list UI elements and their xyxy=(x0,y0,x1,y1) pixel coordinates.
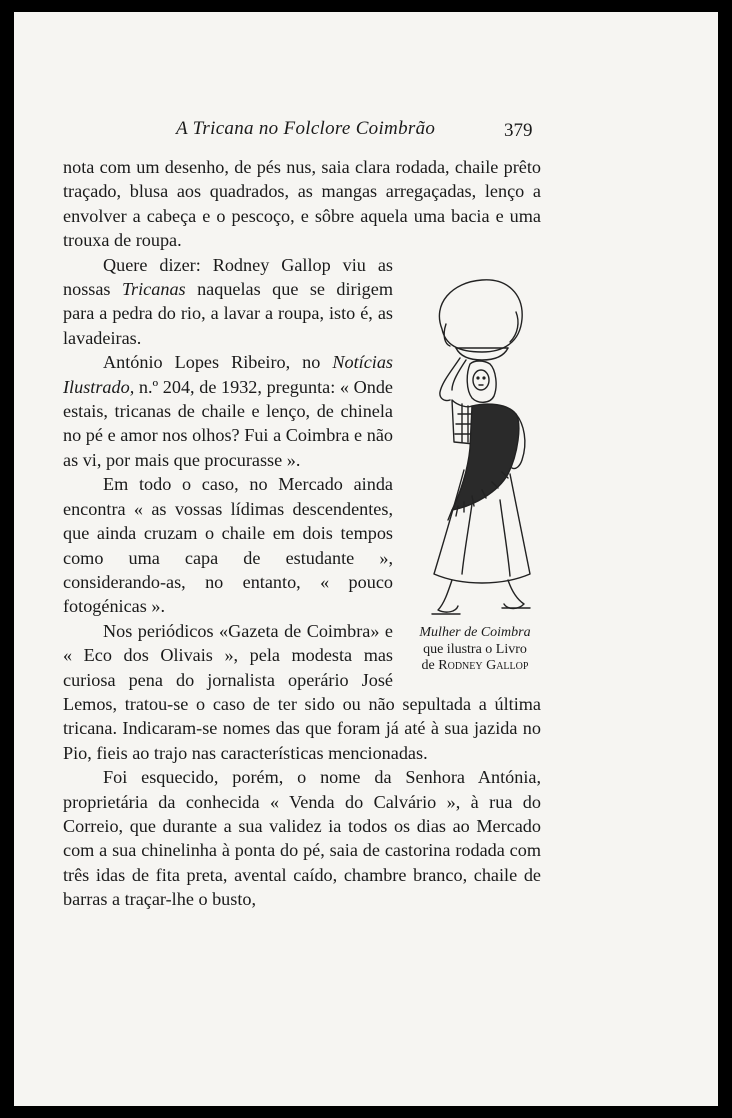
paragraph: António Lopes Ribeiro, no Notícias Ilustrado, n.º 204, de 1932, pregunta: « Onde estais, tricanas de chaile e lenço, de chinela no pé e amor nos olhos? Fui a Coimbra e não as vi, por mais que procurasse ». xyxy=(63,352,393,470)
page-header xyxy=(14,118,718,148)
paragraph: Nos periódicos «Gazeta de Coimbra» e « Eco dos Olivais », pela modesta mas curiosa pena do jornalista operário José Lemos, tratou-se o caso de ter sido ou não sepultada a última tricana. Indicaram-se nomes das que foram já até à sua jazida no Pio, fieis ao trajo nas características mencionadas. xyxy=(63,620,541,763)
running-title: A Tricana no Folclore Coimbrão xyxy=(176,118,436,139)
caption-line: que ilustra o Livro xyxy=(423,641,527,657)
figure-caption xyxy=(400,625,550,675)
woman-with-basin-illustration xyxy=(412,274,542,619)
book-page xyxy=(14,12,718,1106)
caption-credit: de Rodney Gallop xyxy=(421,658,529,673)
paragraph: Em todo o caso, no Mercado ainda encontra « as vossas lídimas descendentes, que ainda cruzam o chaile em dois tempos como uma capa de estudante », considerando-as, no entanto, « pouco fotogénicas ». xyxy=(63,474,393,617)
tricana-illustration xyxy=(412,274,542,619)
paragraph: nota com um desenho, de pés nus, saia clara rodada, chaile prêto traçado, blusa aos quadrados, as mangas arregaçadas, lenço a envolver a cabeça e o pescoço, e sôbre aquela uma bacia e uma trouxa de roupa. xyxy=(63,157,541,251)
caption-author: Rodney Gallop xyxy=(438,658,529,673)
paragraph: Quere dizer: Rodney Gallop viu as nossas Tricanas naquelas que se dirigem para a pedra do rio, a lavar a roupa, isto é, as lavadeiras. xyxy=(63,254,393,348)
paragraph: Foi esquecido, porém, o nome da Senhora Antónia, proprietária da conhecida « Venda do Calvário », à rua do Correio, que durante a sua validez ia todos os dias ao Mercado com a sua chinelinha à ponta do pé, saia de castorina rodada com três idas de fita preta, avental caído, chambre branco, chaile de barras a traçar-lhe o busto, xyxy=(63,767,541,910)
caption-title: Mulher de Coimbra xyxy=(419,625,531,640)
page-number: 379 xyxy=(504,120,533,141)
